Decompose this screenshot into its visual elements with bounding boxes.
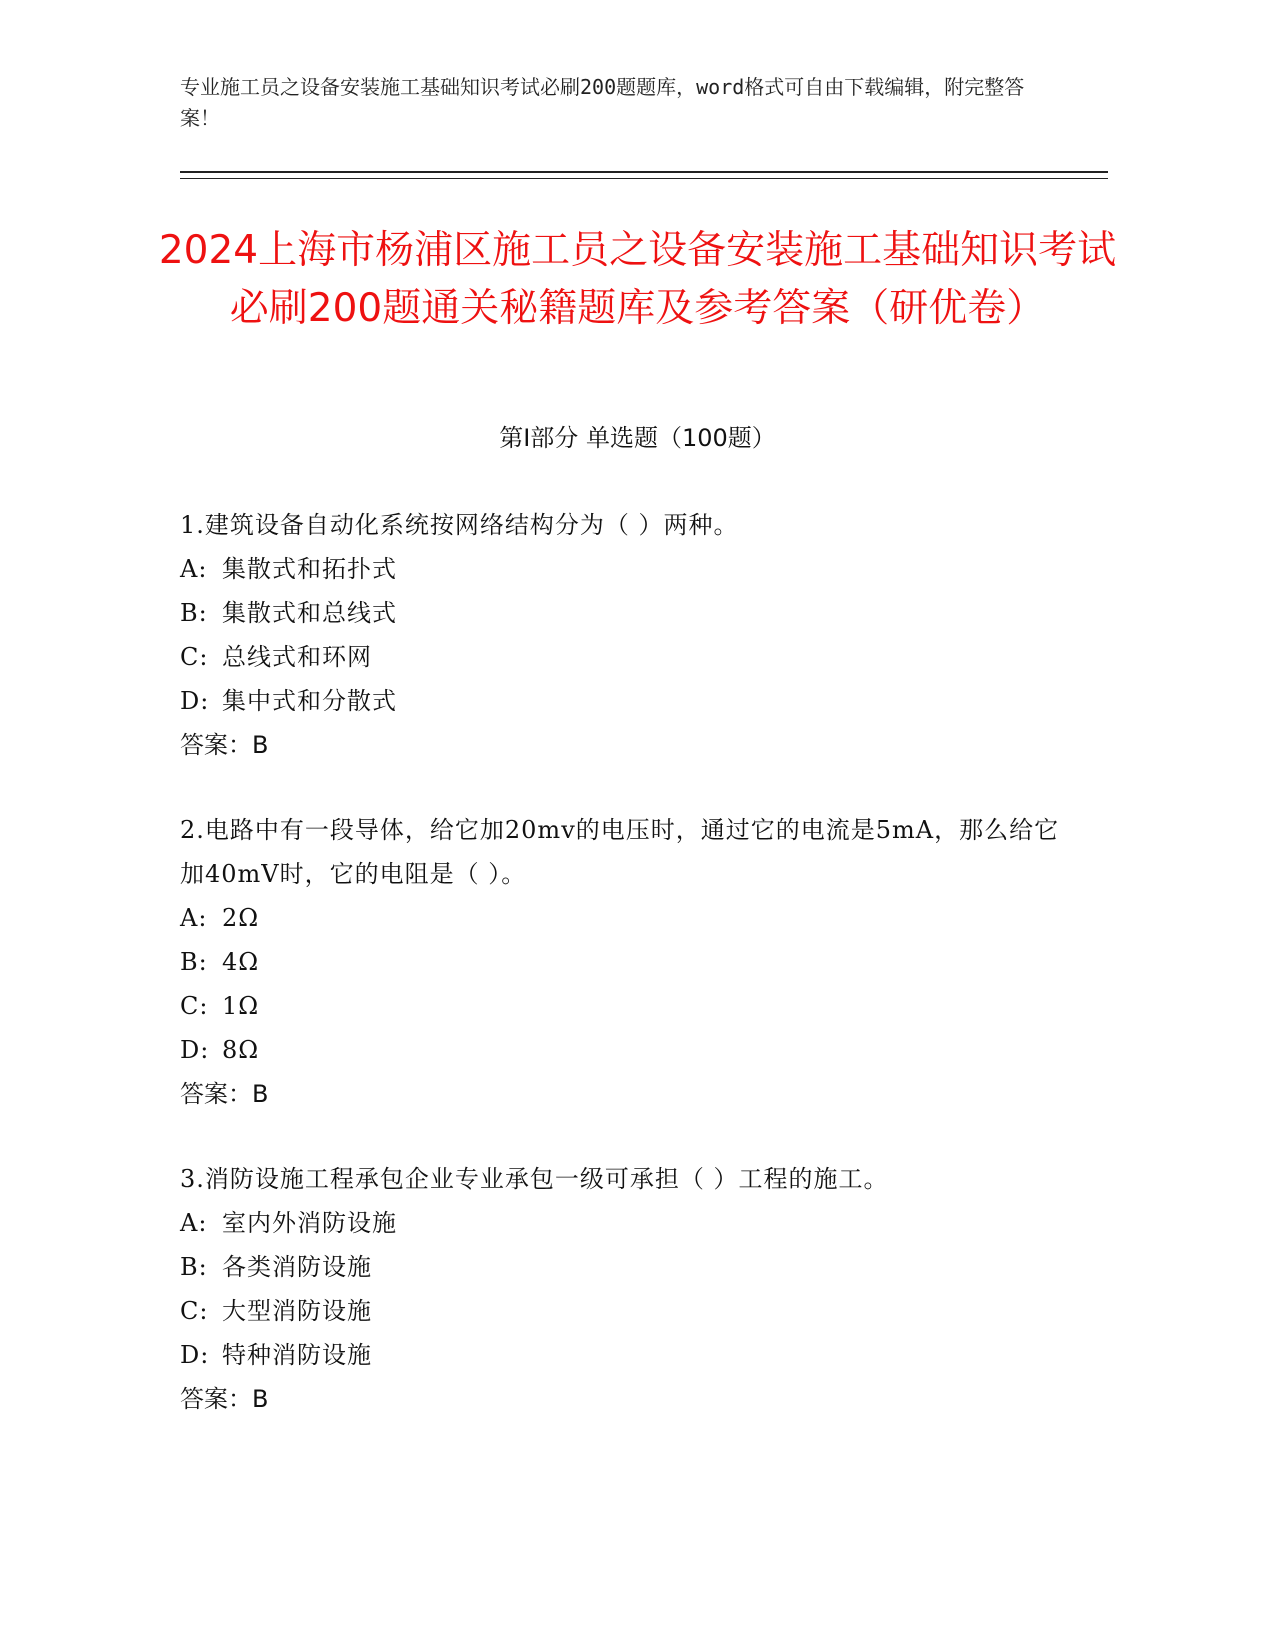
header-note: 专业施工员之设备安装施工基础知识考试必刷200题题库，word格式可自由下载编辑，附完整答案！ <box>180 75 1025 130</box>
option-b <box>180 940 1080 984</box>
option-key: D: <box>180 1341 210 1369</box>
option-text: 集散式和总线式 <box>222 599 397 627</box>
document-title: 2024上海市杨浦区施工员之设备安装施工基础知识考试必刷200题通关秘籍题库及参考答案（研优卷） <box>158 228 1117 331</box>
option-key: D: <box>180 687 210 715</box>
option-text: 总线式和环网 <box>222 643 372 671</box>
option-text: 集散式和拓扑式 <box>222 555 397 583</box>
question-block <box>180 1157 1080 1421</box>
option-key: A: <box>180 555 208 583</box>
header-rule-thin <box>180 178 1108 179</box>
option-text: 大型消防设施 <box>222 1297 372 1325</box>
question-stem: 2.电路中有一段导体，给它加20mv的电压时，通过它的电流是5mA，那么给它加40mV时，它的电阻是（ ）。 <box>180 816 1060 888</box>
option-key: C: <box>180 1297 209 1325</box>
question-stem: 3.消防设施工程承包企业专业承包一级可承担（ ）工程的施工。 <box>180 1165 889 1193</box>
answer-line: 答案：B <box>180 1385 269 1413</box>
option-c <box>180 984 1080 1028</box>
option-text: 8Ω <box>222 1036 260 1064</box>
section-heading: 第Ⅰ部分 单选题（100题） <box>499 424 776 452</box>
option-key: A: <box>180 904 208 932</box>
question-stem: 1.建筑设备自动化系统按网络结构分为（ ）两种。 <box>180 511 739 539</box>
answer-line: 答案：B <box>180 1080 269 1108</box>
header-rule-thick <box>180 171 1108 173</box>
option-c <box>180 635 1080 679</box>
option-text: 4Ω <box>222 948 260 976</box>
question-block <box>180 808 1080 1116</box>
option-b <box>180 1245 1080 1289</box>
option-a <box>180 547 1080 591</box>
option-d <box>180 1028 1080 1072</box>
option-b <box>180 591 1080 635</box>
option-text: 集中式和分散式 <box>222 687 397 715</box>
option-d <box>180 679 1080 723</box>
option-key: B: <box>180 948 208 976</box>
option-key: D: <box>180 1036 210 1064</box>
option-a <box>180 896 1080 940</box>
option-a <box>180 1201 1080 1245</box>
option-text: 室内外消防设施 <box>222 1209 397 1237</box>
option-key: B: <box>180 1253 208 1281</box>
answer-line: 答案：B <box>180 731 269 759</box>
option-key: C: <box>180 643 209 671</box>
option-text: 1Ω <box>222 992 260 1020</box>
option-d <box>180 1333 1080 1377</box>
option-text: 特种消防设施 <box>222 1341 372 1369</box>
option-key: A: <box>180 1209 208 1237</box>
option-text: 2Ω <box>222 904 260 932</box>
option-c <box>180 1289 1080 1333</box>
option-text: 各类消防设施 <box>222 1253 372 1281</box>
question-block <box>180 503 1080 767</box>
option-key: C: <box>180 992 209 1020</box>
option-key: B: <box>180 599 208 627</box>
